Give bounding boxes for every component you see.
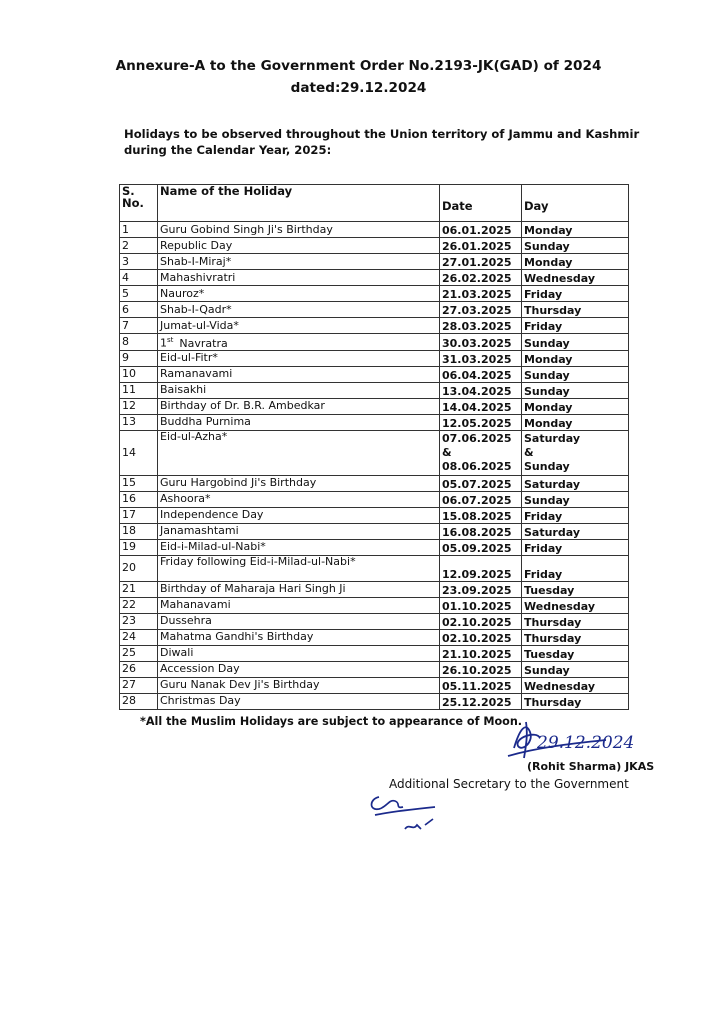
table-row bbox=[120, 613, 629, 629]
signatory-title: Additional Secretary to the Government bbox=[389, 777, 629, 791]
table-row bbox=[120, 693, 629, 709]
cell-holiday-name: Mahashivratri bbox=[158, 270, 440, 286]
cell-date: 12.05.2025 bbox=[440, 414, 522, 430]
cell-date: 23.09.2025 bbox=[440, 581, 522, 597]
table-row bbox=[120, 597, 629, 613]
cell-holiday-name: Eid-ul-Fitr* bbox=[158, 350, 440, 366]
cell-day: Saturday bbox=[522, 475, 629, 491]
cell-sno: 5 bbox=[120, 286, 158, 302]
cell-holiday-name: Guru Gobind Singh Ji's Birthday bbox=[158, 222, 440, 238]
cell-sno: 21 bbox=[120, 581, 158, 597]
cell-day bbox=[522, 430, 629, 475]
table-row bbox=[120, 430, 629, 475]
cell-date: 26.02.2025 bbox=[440, 270, 522, 286]
date-first: 07.06.2025 bbox=[442, 431, 512, 445]
cell-sno: 17 bbox=[120, 507, 158, 523]
cell-holiday-name: Birthday of Dr. B.R. Ambedkar bbox=[158, 398, 440, 414]
cell-sno: 10 bbox=[120, 366, 158, 382]
footnote: *All the Muslim Holidays are subject to appearance of Moon. bbox=[140, 715, 523, 728]
cell-date: 28.03.2025 bbox=[440, 318, 522, 334]
cell-date: 06.01.2025 bbox=[440, 222, 522, 238]
header-sno-line1: S. bbox=[122, 184, 135, 198]
cell-sno: 22 bbox=[120, 597, 158, 613]
table-row bbox=[120, 334, 629, 351]
cell-day: Sunday bbox=[522, 366, 629, 382]
cell-holiday-name: Eid-ul-Azha* bbox=[158, 430, 440, 475]
cell-date: 27.01.2025 bbox=[440, 254, 522, 270]
cell-sno: 26 bbox=[120, 661, 158, 677]
cell-sno: 2 bbox=[120, 238, 158, 254]
table-row bbox=[120, 222, 629, 238]
cell-day: Monday bbox=[522, 222, 629, 238]
cell-date: 05.07.2025 bbox=[440, 475, 522, 491]
cell-holiday-name: Friday following Eid-i-Milad-ul-Nabi* bbox=[158, 555, 440, 581]
cell-date: 05.09.2025 bbox=[440, 539, 522, 555]
cell-date: 26.01.2025 bbox=[440, 238, 522, 254]
cell-holiday-name: Mahatma Gandhi's Birthday bbox=[158, 629, 440, 645]
initials-scribble bbox=[365, 785, 455, 840]
cell-sno: 12 bbox=[120, 398, 158, 414]
cell-sno: 24 bbox=[120, 629, 158, 645]
day-joiner: & bbox=[524, 445, 534, 459]
cell-date: 12.09.2025 bbox=[440, 555, 522, 581]
table-row bbox=[120, 523, 629, 539]
cell-sno: 16 bbox=[120, 491, 158, 507]
cell-date: 30.03.2025 bbox=[440, 334, 522, 351]
cell-holiday-name: Baisakhi bbox=[158, 382, 440, 398]
handwritten-date: 29.12.2024 bbox=[537, 733, 635, 753]
header-sno-line2: No. bbox=[122, 196, 144, 210]
cell-holiday-name: Diwali bbox=[158, 645, 440, 661]
cell-day: Friday bbox=[522, 318, 629, 334]
cell-day: Wednesday bbox=[522, 270, 629, 286]
cell-holiday-name: Independence Day bbox=[158, 507, 440, 523]
cell-day: Thursday bbox=[522, 629, 629, 645]
cell-date: 21.10.2025 bbox=[440, 645, 522, 661]
cell-date: 05.11.2025 bbox=[440, 677, 522, 693]
cell-sno: 25 bbox=[120, 645, 158, 661]
cell-date: 31.03.2025 bbox=[440, 350, 522, 366]
cell-sno: 13 bbox=[120, 414, 158, 430]
table-row bbox=[120, 254, 629, 270]
header-name: Name of the Holiday bbox=[158, 185, 440, 222]
cell-date: 15.08.2025 bbox=[440, 507, 522, 523]
table-row bbox=[120, 491, 629, 507]
cell-holiday-name: Ramanavami bbox=[158, 366, 440, 382]
cell-holiday-name: Ashoora* bbox=[158, 491, 440, 507]
table-row bbox=[120, 629, 629, 645]
cell-date: 01.10.2025 bbox=[440, 597, 522, 613]
cell-date: 27.03.2025 bbox=[440, 302, 522, 318]
cell-holiday-name: Republic Day bbox=[158, 238, 440, 254]
cell-day: Wednesday bbox=[522, 677, 629, 693]
day-first: Saturday bbox=[524, 431, 580, 445]
cell-date: 14.04.2025 bbox=[440, 398, 522, 414]
table-row bbox=[120, 366, 629, 382]
table-row bbox=[120, 555, 629, 581]
cell-sno: 28 bbox=[120, 693, 158, 709]
cell-date: 21.03.2025 bbox=[440, 286, 522, 302]
table-row bbox=[120, 318, 629, 334]
cell-holiday-name: Christmas Day bbox=[158, 693, 440, 709]
cell-day: Saturday bbox=[522, 523, 629, 539]
cell-day: Sunday bbox=[522, 334, 629, 351]
cell-day: Thursday bbox=[522, 613, 629, 629]
cell-day: Sunday bbox=[522, 382, 629, 398]
cell-sno: 6 bbox=[120, 302, 158, 318]
holidays-table bbox=[119, 184, 629, 710]
cell-holiday-name: Mahanavami bbox=[158, 597, 440, 613]
cell-holiday-name: Janamashtami bbox=[158, 523, 440, 539]
table-row bbox=[120, 350, 629, 366]
table-body bbox=[120, 222, 629, 710]
cell-day: Friday bbox=[522, 539, 629, 555]
cell-day: Friday bbox=[522, 507, 629, 523]
cell-sno: 11 bbox=[120, 382, 158, 398]
cell-date: 02.10.2025 bbox=[440, 629, 522, 645]
table-row bbox=[120, 382, 629, 398]
signatory-name: (Rohit Sharma) JKAS bbox=[527, 760, 655, 773]
cell-holiday-name: Accession Day bbox=[158, 661, 440, 677]
cell-date: 06.04.2025 bbox=[440, 366, 522, 382]
cell-holiday-name: Guru Hargobind Ji's Birthday bbox=[158, 475, 440, 491]
cell-date: 13.04.2025 bbox=[440, 382, 522, 398]
cell-sno: 14 bbox=[120, 430, 158, 475]
cell-sno: 23 bbox=[120, 613, 158, 629]
table-row bbox=[120, 238, 629, 254]
cell-date: 06.07.2025 bbox=[440, 491, 522, 507]
intro-text: Holidays to be observed throughout the Union territory of Jammu and Kashmir during the Calendar Year, 2025: bbox=[124, 127, 640, 157]
cell-day: Tuesday bbox=[522, 581, 629, 597]
header-date: Date bbox=[440, 185, 522, 222]
cell-sno: 4 bbox=[120, 270, 158, 286]
table-header-row bbox=[120, 185, 629, 222]
cell-date: 25.12.2025 bbox=[440, 693, 522, 709]
table-row bbox=[120, 302, 629, 318]
cell-holiday-name: Eid-i-Milad-ul-Nabi* bbox=[158, 539, 440, 555]
cell-holiday-name bbox=[158, 334, 440, 351]
table-row bbox=[120, 645, 629, 661]
table-row bbox=[120, 286, 629, 302]
cell-day: Sunday bbox=[522, 238, 629, 254]
cell-day: Thursday bbox=[522, 302, 629, 318]
order-heading: Annexure-A to the Government Order No.2193-JK(GAD) of 2024 bbox=[115, 58, 602, 74]
cell-date bbox=[440, 430, 522, 475]
table-row bbox=[120, 398, 629, 414]
cell-day: Thursday bbox=[522, 693, 629, 709]
cell-sno: 18 bbox=[120, 523, 158, 539]
cell-day: Sunday bbox=[522, 661, 629, 677]
header-sno bbox=[120, 185, 158, 222]
cell-day: Friday bbox=[522, 286, 629, 302]
cell-day: Wednesday bbox=[522, 597, 629, 613]
date-second: 08.06.2025 bbox=[442, 459, 512, 473]
cell-holiday-name: Buddha Purnima bbox=[158, 414, 440, 430]
table-row bbox=[120, 661, 629, 677]
table-row bbox=[120, 581, 629, 597]
header-day: Day bbox=[522, 185, 629, 222]
cell-sno: 7 bbox=[120, 318, 158, 334]
cell-holiday-name: Shab-I-Miraj* bbox=[158, 254, 440, 270]
ordinal-suffix: st bbox=[167, 336, 174, 344]
table-row bbox=[120, 539, 629, 555]
cell-day: Monday bbox=[522, 398, 629, 414]
table-row bbox=[120, 677, 629, 693]
table-row bbox=[120, 475, 629, 491]
cell-day: Monday bbox=[522, 254, 629, 270]
cell-sno: 8 bbox=[120, 334, 158, 351]
cell-sno: 15 bbox=[120, 475, 158, 491]
cell-holiday-name: Shab-I-Qadr* bbox=[158, 302, 440, 318]
day-second: Sunday bbox=[524, 459, 570, 473]
date-joiner: & bbox=[442, 445, 452, 459]
table-row bbox=[120, 507, 629, 523]
cell-sno: 1 bbox=[120, 222, 158, 238]
cell-sno: 27 bbox=[120, 677, 158, 693]
cell-holiday-name: Dussehra bbox=[158, 613, 440, 629]
table-row bbox=[120, 270, 629, 286]
table-row bbox=[120, 414, 629, 430]
cell-day: Friday bbox=[522, 555, 629, 581]
cell-day: Tuesday bbox=[522, 645, 629, 661]
holiday-name-text: Navratra bbox=[179, 336, 228, 350]
cell-date: 26.10.2025 bbox=[440, 661, 522, 677]
cell-holiday-name: Guru Nanak Dev Ji's Birthday bbox=[158, 677, 440, 693]
cell-holiday-name: Jumat-ul-Vida* bbox=[158, 318, 440, 334]
cell-sno: 9 bbox=[120, 350, 158, 366]
ordinal-number: 1 bbox=[160, 336, 167, 350]
cell-sno: 3 bbox=[120, 254, 158, 270]
cell-date: 16.08.2025 bbox=[440, 523, 522, 539]
cell-day: Monday bbox=[522, 414, 629, 430]
cell-holiday-name: Birthday of Maharaja Hari Singh Ji bbox=[158, 581, 440, 597]
cell-day: Monday bbox=[522, 350, 629, 366]
order-date: dated:29.12.2024 bbox=[290, 80, 427, 96]
cell-sno: 20 bbox=[120, 555, 158, 581]
cell-date: 02.10.2025 bbox=[440, 613, 522, 629]
cell-holiday-name: Nauroz* bbox=[158, 286, 440, 302]
cell-sno: 19 bbox=[120, 539, 158, 555]
cell-day: Sunday bbox=[522, 491, 629, 507]
